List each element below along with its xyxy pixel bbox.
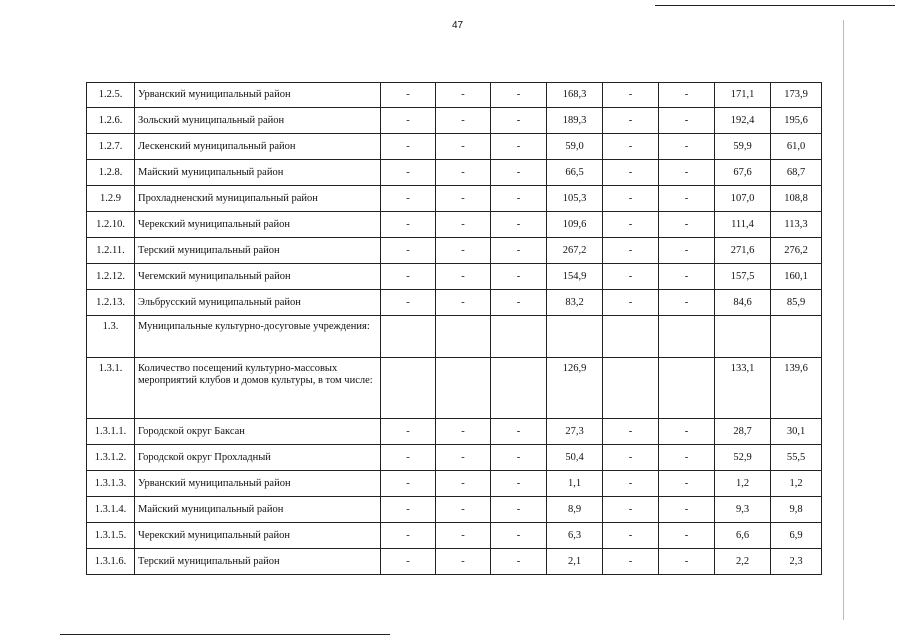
cell-name: Майский муниципальный район xyxy=(135,160,381,186)
cell-c1: - xyxy=(381,471,436,497)
cell-num: 1.2.10. xyxy=(87,212,135,238)
cell-v3: 113,3 xyxy=(771,212,822,238)
cell-c1: - xyxy=(381,419,436,445)
cell-c2: - xyxy=(436,523,491,549)
cell-c5: - xyxy=(659,186,715,212)
cell-v1: 168,3 xyxy=(547,83,603,108)
cell-v1: 27,3 xyxy=(547,419,603,445)
cell-c4: - xyxy=(603,186,659,212)
cell-c3: - xyxy=(491,238,547,264)
cell-v3: 55,5 xyxy=(771,445,822,471)
cell-num: 1.3.1.5. xyxy=(87,523,135,549)
cell-name: Эльбрусский муниципальный район xyxy=(135,290,381,316)
cell-c3: - xyxy=(491,212,547,238)
cell-name: Чегемский муниципальный район xyxy=(135,264,381,290)
cell-v1: 109,6 xyxy=(547,212,603,238)
cell-c4: - xyxy=(603,83,659,108)
cell-c2 xyxy=(436,358,491,419)
cell-c2: - xyxy=(436,212,491,238)
cell-c4: - xyxy=(603,212,659,238)
cell-name: Урванский муниципальный район xyxy=(135,471,381,497)
cell-c5: - xyxy=(659,497,715,523)
cell-c2: - xyxy=(436,264,491,290)
cell-v2: 1,2 xyxy=(715,471,771,497)
cell-v1: 6,3 xyxy=(547,523,603,549)
cell-c2: - xyxy=(436,238,491,264)
cell-c3 xyxy=(491,316,547,358)
cell-num: 1.3.1.1. xyxy=(87,419,135,445)
cell-c2: - xyxy=(436,160,491,186)
cell-c5: - xyxy=(659,134,715,160)
cell-c5: - xyxy=(659,108,715,134)
cell-c3: - xyxy=(491,290,547,316)
cell-num: 1.2.9 xyxy=(87,186,135,212)
cell-v1: 59,0 xyxy=(547,134,603,160)
cell-name: Количество посещений культурно-массовых мероприятий клубов и домов культуры, в том числе: xyxy=(135,358,381,419)
cell-num: 1.2.13. xyxy=(87,290,135,316)
data-table xyxy=(86,82,822,575)
cell-c5: - xyxy=(659,212,715,238)
cell-c3: - xyxy=(491,549,547,575)
cell-v2: 59,9 xyxy=(715,134,771,160)
cell-name: Прохладненский муниципальный район xyxy=(135,186,381,212)
table-row xyxy=(87,497,822,523)
cell-v3: 139,6 xyxy=(771,358,822,419)
cell-num: 1.3.1.6. xyxy=(87,549,135,575)
cell-v2: 6,6 xyxy=(715,523,771,549)
cell-c1: - xyxy=(381,186,436,212)
cell-c1: - xyxy=(381,134,436,160)
cell-c1: - xyxy=(381,264,436,290)
cell-c2: - xyxy=(436,497,491,523)
cell-v2: 107,0 xyxy=(715,186,771,212)
cell-c5 xyxy=(659,316,715,358)
cell-name: Муниципальные культурно-досуговые учреждения: xyxy=(135,316,381,358)
scan-mark-bottom xyxy=(60,634,390,635)
cell-v1: 154,9 xyxy=(547,264,603,290)
cell-v3: 85,9 xyxy=(771,290,822,316)
cell-c4: - xyxy=(603,549,659,575)
cell-c1: - xyxy=(381,549,436,575)
cell-c5: - xyxy=(659,419,715,445)
cell-c1: - xyxy=(381,290,436,316)
cell-c1: - xyxy=(381,160,436,186)
cell-v1: 126,9 xyxy=(547,358,603,419)
cell-c5: - xyxy=(659,549,715,575)
table-row xyxy=(87,238,822,264)
cell-c5 xyxy=(659,358,715,419)
cell-v3: 173,9 xyxy=(771,83,822,108)
cell-v2: 111,4 xyxy=(715,212,771,238)
table-row xyxy=(87,445,822,471)
cell-v1 xyxy=(547,316,603,358)
cell-c1: - xyxy=(381,212,436,238)
cell-v2: 84,6 xyxy=(715,290,771,316)
cell-c2: - xyxy=(436,108,491,134)
cell-v3: 6,9 xyxy=(771,523,822,549)
cell-c3: - xyxy=(491,160,547,186)
cell-v3: 160,1 xyxy=(771,264,822,290)
table-row xyxy=(87,358,822,419)
table-row xyxy=(87,160,822,186)
table-row xyxy=(87,419,822,445)
cell-c2: - xyxy=(436,186,491,212)
table-row xyxy=(87,186,822,212)
cell-v1: 8,9 xyxy=(547,497,603,523)
cell-v1: 1,1 xyxy=(547,471,603,497)
cell-v3: 30,1 xyxy=(771,419,822,445)
cell-c5: - xyxy=(659,83,715,108)
cell-c2 xyxy=(436,316,491,358)
cell-v3: 61,0 xyxy=(771,134,822,160)
cell-v3: 195,6 xyxy=(771,108,822,134)
cell-v2: 133,1 xyxy=(715,358,771,419)
cell-c1 xyxy=(381,358,436,419)
cell-c4 xyxy=(603,316,659,358)
cell-name: Урванский муниципальный район xyxy=(135,83,381,108)
cell-num: 1.2.5. xyxy=(87,83,135,108)
cell-c5: - xyxy=(659,445,715,471)
table-row xyxy=(87,108,822,134)
cell-c4: - xyxy=(603,264,659,290)
cell-c1 xyxy=(381,316,436,358)
cell-c4: - xyxy=(603,497,659,523)
cell-num: 1.2.7. xyxy=(87,134,135,160)
table-row xyxy=(87,549,822,575)
table-row xyxy=(87,316,822,358)
table-row xyxy=(87,290,822,316)
cell-v2: 192,4 xyxy=(715,108,771,134)
cell-v2: 67,6 xyxy=(715,160,771,186)
cell-c3: - xyxy=(491,134,547,160)
cell-c1: - xyxy=(381,108,436,134)
cell-c1: - xyxy=(381,445,436,471)
cell-c4: - xyxy=(603,108,659,134)
cell-c1: - xyxy=(381,83,436,108)
table-row xyxy=(87,212,822,238)
cell-v1: 66,5 xyxy=(547,160,603,186)
cell-c4: - xyxy=(603,523,659,549)
cell-c4: - xyxy=(603,445,659,471)
cell-v3 xyxy=(771,316,822,358)
cell-c3: - xyxy=(491,264,547,290)
cell-v3: 9,8 xyxy=(771,497,822,523)
cell-c2: - xyxy=(436,134,491,160)
cell-c4 xyxy=(603,358,659,419)
cell-name: Городской округ Прохладный xyxy=(135,445,381,471)
cell-c2: - xyxy=(436,419,491,445)
cell-name: Зольский муниципальный район xyxy=(135,108,381,134)
cell-c3: - xyxy=(491,523,547,549)
cell-c4: - xyxy=(603,134,659,160)
cell-v2 xyxy=(715,316,771,358)
cell-c3: - xyxy=(491,497,547,523)
cell-num: 1.3.1.4. xyxy=(87,497,135,523)
cell-v1: 2,1 xyxy=(547,549,603,575)
cell-num: 1.3.1.2. xyxy=(87,445,135,471)
cell-v3: 276,2 xyxy=(771,238,822,264)
cell-c4: - xyxy=(603,160,659,186)
cell-c4: - xyxy=(603,238,659,264)
cell-c3 xyxy=(491,358,547,419)
cell-v2: 157,5 xyxy=(715,264,771,290)
cell-c5: - xyxy=(659,160,715,186)
table-row xyxy=(87,264,822,290)
cell-c3: - xyxy=(491,471,547,497)
cell-num: 1.3.1. xyxy=(87,358,135,419)
cell-num: 1.2.6. xyxy=(87,108,135,134)
cell-v1: 105,3 xyxy=(547,186,603,212)
cell-v2: 2,2 xyxy=(715,549,771,575)
cell-v3: 2,3 xyxy=(771,549,822,575)
cell-name: Черекский муниципальный район xyxy=(135,212,381,238)
cell-v2: 9,3 xyxy=(715,497,771,523)
cell-v2: 28,7 xyxy=(715,419,771,445)
cell-c2: - xyxy=(436,83,491,108)
cell-c1: - xyxy=(381,523,436,549)
cell-name: Лескенский муниципальный район xyxy=(135,134,381,160)
cell-c5: - xyxy=(659,238,715,264)
cell-c5: - xyxy=(659,471,715,497)
cell-c4: - xyxy=(603,290,659,316)
cell-name: Майский муниципальный район xyxy=(135,497,381,523)
cell-c3: - xyxy=(491,445,547,471)
cell-c2: - xyxy=(436,290,491,316)
cell-name: Терский муниципальный район xyxy=(135,238,381,264)
cell-name: Городской округ Баксан xyxy=(135,419,381,445)
cell-num: 1.2.11. xyxy=(87,238,135,264)
table-row xyxy=(87,523,822,549)
cell-c5: - xyxy=(659,290,715,316)
cell-num: 1.3.1.3. xyxy=(87,471,135,497)
cell-v3: 1,2 xyxy=(771,471,822,497)
cell-c4: - xyxy=(603,419,659,445)
cell-c4: - xyxy=(603,471,659,497)
cell-v1: 189,3 xyxy=(547,108,603,134)
cell-v3: 108,8 xyxy=(771,186,822,212)
cell-num: 1.2.12. xyxy=(87,264,135,290)
cell-v1: 267,2 xyxy=(547,238,603,264)
cell-c5: - xyxy=(659,523,715,549)
cell-v2: 171,1 xyxy=(715,83,771,108)
cell-c3: - xyxy=(491,83,547,108)
cell-c5: - xyxy=(659,264,715,290)
cell-c3: - xyxy=(491,419,547,445)
scan-mark-right xyxy=(843,20,844,620)
page-number: 47 xyxy=(452,20,464,31)
cell-name: Терский муниципальный район xyxy=(135,549,381,575)
cell-v3: 68,7 xyxy=(771,160,822,186)
cell-num: 1.2.8. xyxy=(87,160,135,186)
cell-v2: 52,9 xyxy=(715,445,771,471)
table-row xyxy=(87,134,822,160)
cell-num: 1.3. xyxy=(87,316,135,358)
cell-c2: - xyxy=(436,445,491,471)
cell-c2: - xyxy=(436,471,491,497)
table-row xyxy=(87,471,822,497)
cell-c1: - xyxy=(381,238,436,264)
cell-c2: - xyxy=(436,549,491,575)
cell-v1: 83,2 xyxy=(547,290,603,316)
cell-v1: 50,4 xyxy=(547,445,603,471)
table-body xyxy=(87,83,822,575)
cell-c1: - xyxy=(381,497,436,523)
cell-c3: - xyxy=(491,186,547,212)
scan-mark-top xyxy=(655,5,895,6)
table-row xyxy=(87,83,822,108)
cell-v2: 271,6 xyxy=(715,238,771,264)
cell-name: Черекский муниципальный район xyxy=(135,523,381,549)
cell-c3: - xyxy=(491,108,547,134)
